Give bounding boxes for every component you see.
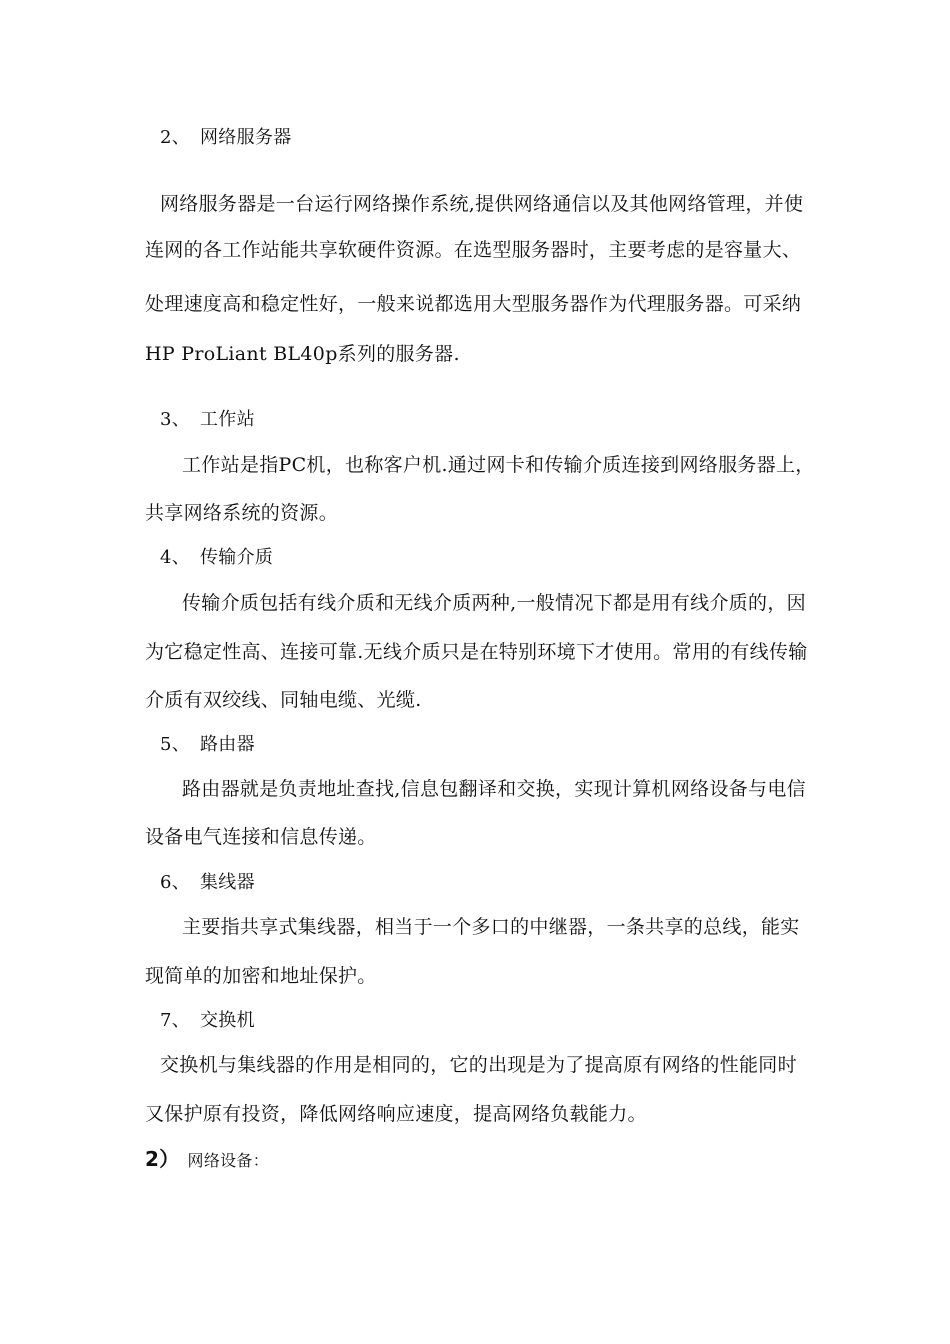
paragraph-line: 网络服务器是一台运行网络操作系统,提供网络通信以及其他网络管理，并使	[160, 193, 804, 215]
section-title: 工作站	[200, 409, 255, 430]
section-number: 6、	[160, 872, 191, 893]
paragraph-line: 现简单的加密和地址保护。	[145, 965, 377, 987]
section-number: 3、	[160, 409, 191, 430]
section-number: 2、	[160, 127, 191, 148]
section-number: 4、	[160, 547, 191, 568]
paragraph-line: 传输介质包括有线介质和无线介质两种,一般情况下都是用有线介质的，因	[182, 592, 806, 614]
section-heading-6	[160, 871, 255, 895]
paragraph-line: 又保护原有投资，降低网络响应速度，提高网络负载能力。	[145, 1103, 647, 1125]
section-number: 5、	[160, 734, 191, 755]
paragraph-line: 交换机与集线器的作用是相同的，它的出现是为了提高原有网络的性能同时	[160, 1054, 797, 1076]
section-heading-7	[160, 1009, 255, 1033]
section-heading-4	[160, 546, 273, 570]
paragraph-line: 共享网络系统的资源。	[145, 502, 339, 524]
section-title: 路由器	[200, 734, 255, 755]
paragraph-line: 主要指共享式集线器，相当于一个多口的中继器，一条共享的总线，能实	[182, 916, 800, 938]
paragraph-line: 介质有双绞线、同轴电缆、光缆.	[145, 689, 422, 711]
subheading-title: 网络设备：	[187, 1151, 270, 1170]
subheading-number: 2）	[145, 1147, 180, 1171]
section-number: 7、	[160, 1010, 191, 1031]
section-title: 传输介质	[200, 547, 274, 568]
paragraph-line: 处理速度高和稳定性好，一般来说都选用大型服务器作为代理服务器。可采纳	[145, 293, 802, 315]
section-heading-5	[160, 733, 255, 757]
subheading	[145, 1147, 269, 1173]
paragraph-line: HP ProLiant BL40p系列的服务器.	[145, 343, 460, 365]
paragraph-line: 路由器就是负责地址查找,信息包翻译和交换，实现计算机网络设备与电信	[182, 778, 806, 800]
section-heading-3	[160, 408, 255, 432]
paragraph-line: 工作站是指PC机，也称客户机.通过网卡和传输介质连接到网络服务器上，	[182, 454, 815, 476]
paragraph-line: 为它稳定性高、连接可靠.无线介质只是在特别环境下才使用。常用的有线传输	[145, 641, 808, 663]
section-title: 网络服务器	[200, 127, 292, 148]
section-title: 集线器	[200, 872, 255, 893]
section-title: 交换机	[200, 1010, 255, 1031]
paragraph-line: 设备电气连接和信息传递。	[145, 826, 377, 848]
section-heading-2	[160, 126, 292, 150]
paragraph-line: 连网的各工作站能共享软硬件资源。在选型服务器时，主要考虑的是容量大、	[145, 239, 802, 261]
